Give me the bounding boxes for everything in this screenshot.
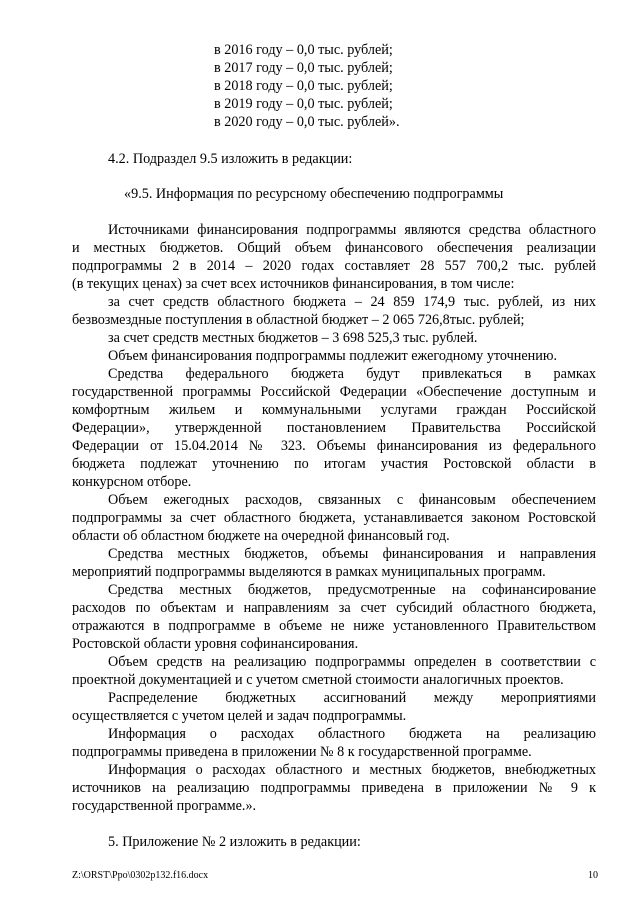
section-heading: «9.5. Информация по ресурсному обеспечению подпрограммы: [124, 186, 504, 202]
paragraph-line: за счет средств местных бюджетов – 3 698 525,3 тыс. рублей.: [108, 330, 478, 346]
paragraph-line: области об областном бюджете на очередной финансовый год.: [72, 528, 450, 544]
paragraph-line: Информация о расходах областного и местных бюджетов, внебюджетных: [108, 762, 596, 778]
paragraph-line: проектной документацией и с учетом сметной стоимости аналогичных проектов.: [72, 672, 564, 688]
paragraph-line: и местных бюджетов. Общий объем финансового обеспечения реализации: [72, 240, 596, 256]
paragraph-line: Объем ежегодных расходов, связанных с финансовым обеспечением: [108, 492, 596, 508]
paragraph-line: отражаются в подпрограмме в объеме не ниже установленного Правительством: [72, 618, 596, 634]
paragraph-line: Распределение бюджетных ассигнований между мероприятиями: [108, 690, 596, 706]
paragraph-line: подпрограммы приведена в приложении № 8 к государственной программе.: [72, 744, 532, 760]
footer-file-path: Z:\ORST\Ppo\0302p132.f16.docx: [72, 870, 209, 881]
paragraph-line: осуществляется с учетом целей и задач подпрограммы.: [72, 708, 407, 724]
paragraph-line: государственной программе.».: [72, 798, 257, 814]
paragraph-line: подпрограммы 2 в 2014 – 2020 годах составляет 28 557 700,2 тыс. рублей: [72, 258, 596, 274]
paragraph-line: Ростовской области уровня софинансирования.: [72, 636, 359, 652]
paragraph-line: конкурсном отборе.: [72, 474, 192, 490]
paragraph-line: государственной программы Российской Федерации «Обеспечение доступным и: [72, 384, 596, 400]
paragraph-line: Источниками финансирования подпрограммы являются средства областного: [108, 222, 596, 238]
paragraph-line: Объем средств на реализацию подпрограммы определен в соответствии с: [108, 654, 596, 670]
list-item-2020: в 2020 году – 0,0 тыс. рублей».: [214, 114, 400, 130]
paragraph-line: расходов по объектам и направлениям за счет субсидий областного бюджета,: [72, 600, 596, 616]
list-item-2016: в 2016 году – 0,0 тыс. рублей;: [214, 42, 393, 58]
paragraph-line: Средства местных бюджетов, предусмотренные на софинансирование: [108, 582, 596, 598]
paragraph-line: Федерации», утвержденной постановлением Правительства Российской: [72, 420, 596, 436]
paragraph-line: Объем финансирования подпрограммы подлежит ежегодному уточнению.: [108, 348, 558, 364]
item-4-2: 4.2. Подраздел 9.5 изложить в редакции:: [108, 151, 353, 167]
paragraph-line: Информация о расходах областного бюджета на реализацию: [108, 726, 596, 742]
paragraph-line: бюджета подлежат уточнению по итогам участия Ростовской области в: [72, 456, 596, 472]
paragraph-line: безвозмездные поступления в областной бюджет – 2 065 726,8тыс. рублей;: [72, 312, 525, 328]
list-item-2018: в 2018 году – 0,0 тыс. рублей;: [214, 78, 393, 94]
list-item-2019: в 2019 году – 0,0 тыс. рублей;: [214, 96, 393, 112]
paragraph-line: Средства федерального бюджета будут привлекаться в рамках: [108, 366, 596, 382]
paragraph-line: комфортным жильем и коммунальными услугами граждан Российской: [72, 402, 596, 418]
list-item-2017: в 2017 году – 0,0 тыс. рублей;: [214, 60, 393, 76]
paragraph-line: за счет средств областного бюджета – 24 859 174,9 тыс. рублей, из них: [108, 294, 596, 310]
paragraph-line: Федерации от 15.04.2014 № 323. Объемы финансирования из федерального: [72, 438, 596, 454]
paragraph-line: (в текущих ценах) за счет всех источников финансирования, в том числе:: [72, 276, 515, 292]
paragraph-line: мероприятий подпрограммы выделяются в рамках муниципальных программ.: [72, 564, 546, 580]
page-number: 10: [588, 870, 598, 881]
item-5: 5. Приложение № 2 изложить в редакции:: [108, 834, 361, 850]
paragraph-line: подпрограммы за счет областного бюджета, устанавливается законом Ростовской: [72, 510, 596, 526]
paragraph-line: источников на реализацию подпрограммы приведена в приложении № 9 к: [72, 780, 596, 796]
paragraph-line: Средства местных бюджетов, объемы финансирования и направления: [108, 546, 596, 562]
